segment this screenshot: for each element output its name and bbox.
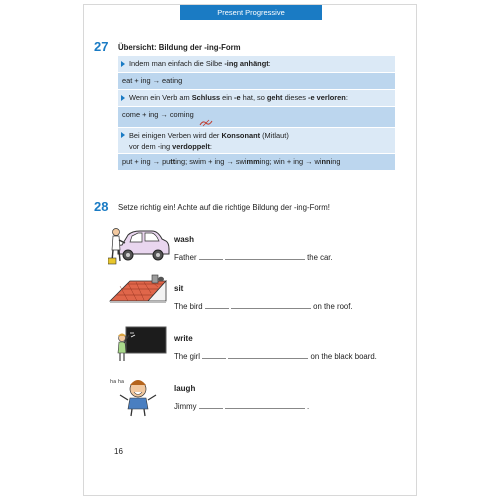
ex3-part: + ing → wi — [284, 157, 322, 166]
ex3-part: m — [199, 157, 207, 166]
rule-2-example-text: come + ing → coming — [122, 110, 194, 119]
item-1-blank-verb[interactable] — [225, 251, 305, 260]
exercise-27-number: 27 — [94, 39, 109, 54]
girl-at-blackboard-illustration — [114, 323, 168, 367]
item-4-blank-verb[interactable] — [225, 400, 305, 409]
rule-1-example: eat + ing → eating — [118, 73, 395, 89]
rule-3-example — [118, 154, 395, 170]
exercise-28-instruction: Setze richtig ein! Achte auf die richtige Bildung der -ing-Form! — [118, 203, 330, 212]
ex3-part: ing — [330, 157, 341, 166]
item-3-subject: The girl — [174, 352, 200, 361]
item-3-sentence — [174, 350, 377, 361]
ex3-part: + ing → swi — [206, 157, 247, 166]
item-1-subject: Father — [174, 253, 197, 262]
item-2-ending: on the roof. — [313, 302, 353, 311]
rule-3-bold-verdoppelt: verdoppelt — [172, 142, 210, 151]
item-4-ending: . — [307, 402, 310, 411]
rule-2-bold-geht: geht — [266, 93, 283, 102]
rule-2-colon: : — [345, 93, 348, 102]
rule-3-line-2 — [129, 141, 395, 152]
bullet-arrow-icon — [121, 95, 125, 101]
ex3-bold: tt — [170, 157, 176, 166]
bullet-arrow-icon — [121, 61, 125, 67]
item-4-sentence — [174, 400, 309, 411]
item-2-verb: sit — [174, 284, 184, 293]
item-3-blank-verb[interactable] — [228, 350, 308, 359]
item-4-blank-aux[interactable] — [199, 400, 223, 409]
rule-3-bold-konsonant: Konsonant — [221, 131, 261, 140]
rule-1-text: Indem man einfach die Silbe — [129, 59, 225, 68]
item-1-verb: wash — [174, 235, 195, 244]
rule-2-bold-e: -e — [234, 93, 241, 102]
ex3-part: + ing → pu — [132, 157, 171, 166]
rule-1 — [118, 56, 395, 72]
rule-2-text-b: ein — [220, 93, 235, 102]
rule-3-text-a: Bei einigen Verben wird der — [129, 131, 222, 140]
item-2-blank-verb[interactable] — [231, 300, 311, 309]
item-4-verb: laugh — [174, 384, 196, 393]
rule-1-colon: : — [268, 59, 271, 68]
item-1-sentence — [174, 251, 333, 262]
item-3-ending: on the black board. — [310, 352, 377, 361]
ex3-bold: nn — [321, 157, 331, 166]
page-number: 16 — [114, 447, 123, 456]
item-2-blank-aux[interactable] — [205, 300, 229, 309]
rule-overview-box — [118, 56, 395, 170]
ex3-part: ing; wi — [259, 157, 281, 166]
ex3-bold: mm — [246, 157, 260, 166]
chapter-tab: Present Progressive — [180, 5, 322, 20]
item-1-ending: the car. — [307, 253, 333, 262]
item-4-subject: Jimmy — [174, 402, 197, 411]
strikeout-e-mark-icon — [199, 119, 213, 127]
bullet-arrow-icon — [121, 132, 125, 138]
rule-1-bold: -ing anhängt — [224, 59, 269, 68]
rule-2-text: Wenn ein Verb am — [129, 93, 192, 102]
rule-3 — [118, 128, 395, 153]
rule-3-text-c: vor dem -ing — [129, 142, 173, 151]
rule-2-text-d: dieses — [282, 93, 309, 102]
exercise-28-number: 28 — [94, 199, 109, 214]
ex3-part: n — [280, 157, 285, 166]
workbook-page — [83, 4, 417, 496]
rule-3-text-b: (Mitlaut) — [260, 131, 289, 140]
rule-3-colon: : — [209, 142, 212, 151]
rule-3-line-1 — [129, 130, 395, 141]
item-2-subject: The bird — [174, 302, 203, 311]
rule-2-example — [118, 107, 395, 127]
rule-2-bold-schluss: Schluss — [191, 93, 221, 102]
rule-2 — [118, 90, 395, 106]
rule-2-bold-verloren: -e verloren — [308, 93, 346, 102]
svg-text:ha ha: ha ha — [110, 379, 125, 385]
car-washing-illustration — [108, 223, 170, 265]
item-1-blank-aux[interactable] — [199, 251, 223, 260]
rule-2-text-c: hat, so — [240, 93, 267, 102]
bird-on-roof-illustration — [108, 273, 170, 309]
item-3-verb: write — [174, 334, 193, 343]
ex3-part: ing; swi — [175, 157, 200, 166]
item-2-sentence — [174, 300, 353, 311]
exercise-27-title: Übersicht: Bildung der -ing-Form — [118, 43, 241, 52]
laughing-boy-illustration — [110, 373, 166, 417]
ex3-part: put — [122, 157, 133, 166]
item-3-blank-aux[interactable] — [202, 350, 226, 359]
